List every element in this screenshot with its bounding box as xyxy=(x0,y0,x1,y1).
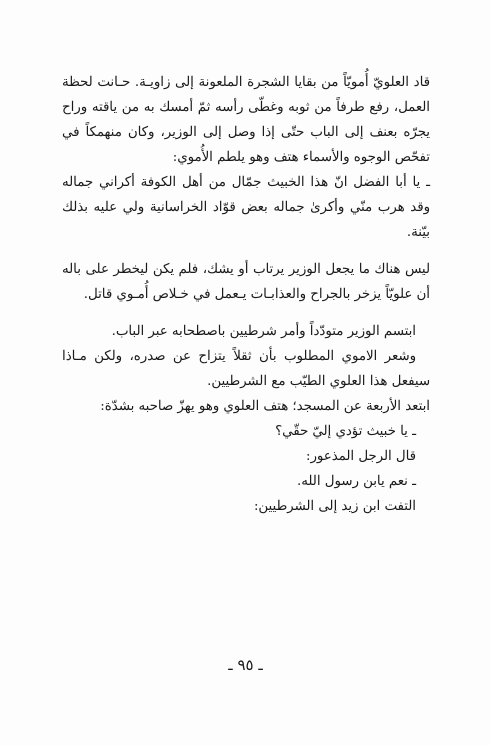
paragraph-3: ليس هناك ما يجعل الوزير يرتاب أو يشك، فلم يكن ليخطر على باله أن علويّاً يزخر بالجراح والعذابـات يـعمل في خـلاص أُمـوي قاتل. xyxy=(62,262,430,302)
page-number: ـ ٩٥ ـ xyxy=(228,656,263,674)
paragraph-4: ابتسم الوزير متودّداً وأمر شرطيين باصطحابه عبر الباب. xyxy=(111,324,416,339)
body-text xyxy=(62,70,430,519)
paragraph-2: ـ يا أبا الفضل انّ هذا الخبيث جمّال من أهل الكوفة أكراني جماله وقد هرب منّي وأكرىٰ جماله بعض قوّاد الخراسانية ولي عليه بذلك بيّنة. xyxy=(62,175,430,240)
paragraph-1: قاد العلويّ أُمويّاً من بقايا الشجرة الملعونة إلى زاويـة. حـانت لحظة العمل، رفع طرفاً من ثوبه وغطّى رأسه ثمّ أمسك به من ياقته وراح يجرّه بعنف إلى الباب حتّى إذا وصل إلى الوزير، وكان منهمكاً في تفحّص الوجوه والأسماء هتف وهو يلطم الأُموي: xyxy=(62,75,430,165)
paragraph-10: التفت ابن زيد إلى الشرطيين: xyxy=(253,499,416,514)
paragraph-8: قال الرجل المذعور: xyxy=(305,449,416,464)
paragraph-7: ـ يا خبيث تؤدي إليّ حقّي؟ xyxy=(275,424,416,439)
paragraph-9: ـ نعم يابن رسول الله. xyxy=(297,474,416,489)
paragraph-5: وشعر الاموي المطلوب بأن ثقلاً يتزاح عن صدره، ولكن مـاذا سيفعل هذا العلوي الطيّب مع الشرطيين. xyxy=(62,349,430,389)
paragraph-6: ابتعد الأربعة عن المسجد؛ هتف العلوي وهو يهزّ صاحبه بشدّة: xyxy=(100,399,430,414)
